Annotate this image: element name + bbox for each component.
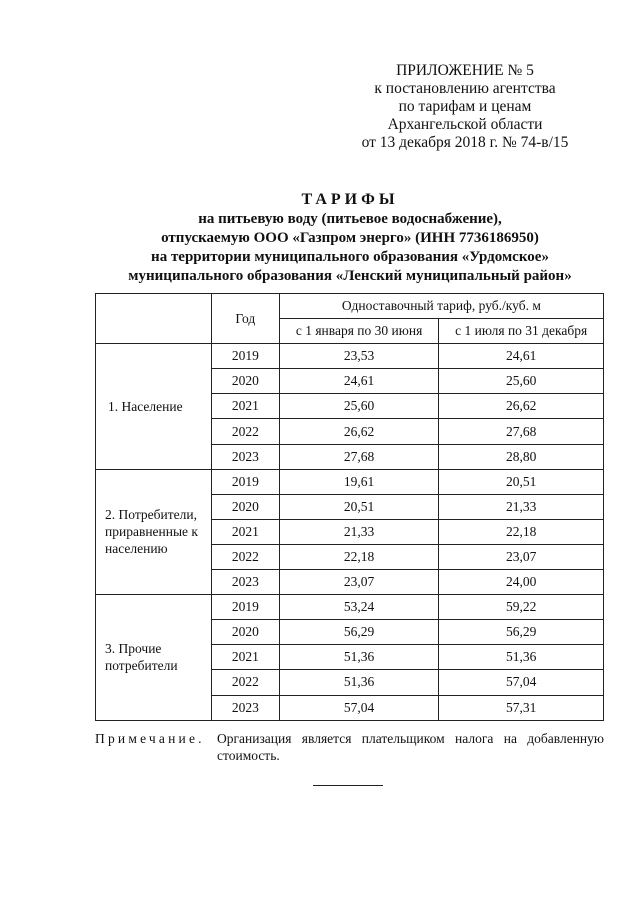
- closing-divider: [313, 785, 383, 786]
- tariff-cell-period-1: 51,36: [279, 645, 439, 670]
- year-cell: 2021: [211, 645, 279, 670]
- tariff-cell-period-2: 22,18: [439, 519, 604, 544]
- title-line: на питьевую воду (питьевое водоснабжение),: [198, 211, 502, 227]
- header-period-1: с 1 января по 30 июня: [279, 319, 439, 344]
- table-row: [96, 344, 604, 369]
- tariff-cell-period-1: 27,68: [279, 444, 439, 469]
- title-line: отпускаемую ООО «Газпром энерго» (ИНН 7736186950): [161, 230, 539, 246]
- tariff-cell-period-2: 23,07: [439, 544, 604, 569]
- tariff-cell-period-2: 57,31: [439, 695, 604, 720]
- year-cell: 2020: [211, 494, 279, 519]
- tariff-cell-period-2: 51,36: [439, 645, 604, 670]
- appendix-line: Архангельской области: [387, 116, 543, 133]
- year-cell: 2022: [211, 544, 279, 569]
- category-cell: 1. Население: [96, 344, 212, 469]
- year-cell: 2023: [211, 695, 279, 720]
- year-cell: 2020: [211, 620, 279, 645]
- tariff-cell-period-2: 59,22: [439, 595, 604, 620]
- title-main: ТАРИФЫ: [301, 191, 399, 208]
- tariff-cell-period-1: 56,29: [279, 620, 439, 645]
- year-cell: 2021: [211, 519, 279, 544]
- year-cell: 2019: [211, 344, 279, 369]
- appendix-line: по тарифам и ценам: [398, 98, 532, 115]
- header-category: [96, 294, 212, 344]
- title-line: муниципального образования «Ленский муниципальный район»: [128, 268, 572, 284]
- appendix-block: [340, 62, 590, 152]
- tariff-cell-period-1: 22,18: [279, 544, 439, 569]
- year-cell: 2019: [211, 595, 279, 620]
- tariff-cell-period-1: 23,07: [279, 570, 439, 595]
- tariff-cell-period-1: 51,36: [279, 670, 439, 695]
- tariff-cell-period-1: 21,33: [279, 519, 439, 544]
- title-line: на территории муниципального образования «Урдомское»: [151, 249, 549, 265]
- table-row: [96, 469, 604, 494]
- note-text: Организация является плательщиком налога на добавленную стоимость.: [217, 731, 604, 763]
- tariff-cell-period-1: 25,60: [279, 394, 439, 419]
- year-cell: 2023: [211, 570, 279, 595]
- tariff-cell-period-2: 24,61: [439, 344, 604, 369]
- document-title: [90, 190, 610, 286]
- table-row: [96, 595, 604, 620]
- tariff-cell-period-2: 24,00: [439, 570, 604, 595]
- tariff-cell-period-2: 20,51: [439, 469, 604, 494]
- tariff-cell-period-2: 26,62: [439, 394, 604, 419]
- tariff-cell-period-1: 23,53: [279, 344, 439, 369]
- tariff-cell-period-2: 21,33: [439, 494, 604, 519]
- tariff-cell-period-2: 25,60: [439, 369, 604, 394]
- tariff-cell-period-1: 57,04: [279, 695, 439, 720]
- category-cell: 3. Прочие потребители: [96, 595, 212, 720]
- year-cell: 2022: [211, 419, 279, 444]
- category-cell: 2. Потребители, приравненные к населению: [96, 469, 212, 594]
- header-period-2: с 1 июля по 31 декабря: [439, 319, 604, 344]
- year-cell: 2020: [211, 369, 279, 394]
- tariff-cell-period-1: 19,61: [279, 469, 439, 494]
- header-year: Год: [211, 294, 279, 344]
- tariff-cell-period-1: 26,62: [279, 419, 439, 444]
- tariff-cell-period-2: 28,80: [439, 444, 604, 469]
- tariff-cell-period-2: 27,68: [439, 419, 604, 444]
- tariff-cell-period-1: 20,51: [279, 494, 439, 519]
- tariff-table: [95, 293, 604, 721]
- appendix-title: ПРИЛОЖЕНИЕ № 5: [396, 62, 534, 79]
- year-cell: 2021: [211, 394, 279, 419]
- year-cell: 2022: [211, 670, 279, 695]
- year-cell: 2023: [211, 444, 279, 469]
- tariff-cell-period-2: 56,29: [439, 620, 604, 645]
- tariff-cell-period-1: 24,61: [279, 369, 439, 394]
- tariff-cell-period-1: 53,24: [279, 595, 439, 620]
- header-tariff: Одноставочный тариф, руб./куб. м: [279, 294, 603, 319]
- note-label: Примечание.: [95, 731, 205, 746]
- appendix-line: к постановлению агентства: [374, 80, 556, 97]
- year-cell: 2019: [211, 469, 279, 494]
- tariff-cell-period-2: 57,04: [439, 670, 604, 695]
- appendix-date-line: от 13 декабря 2018 г. № 74-в/15: [361, 134, 569, 151]
